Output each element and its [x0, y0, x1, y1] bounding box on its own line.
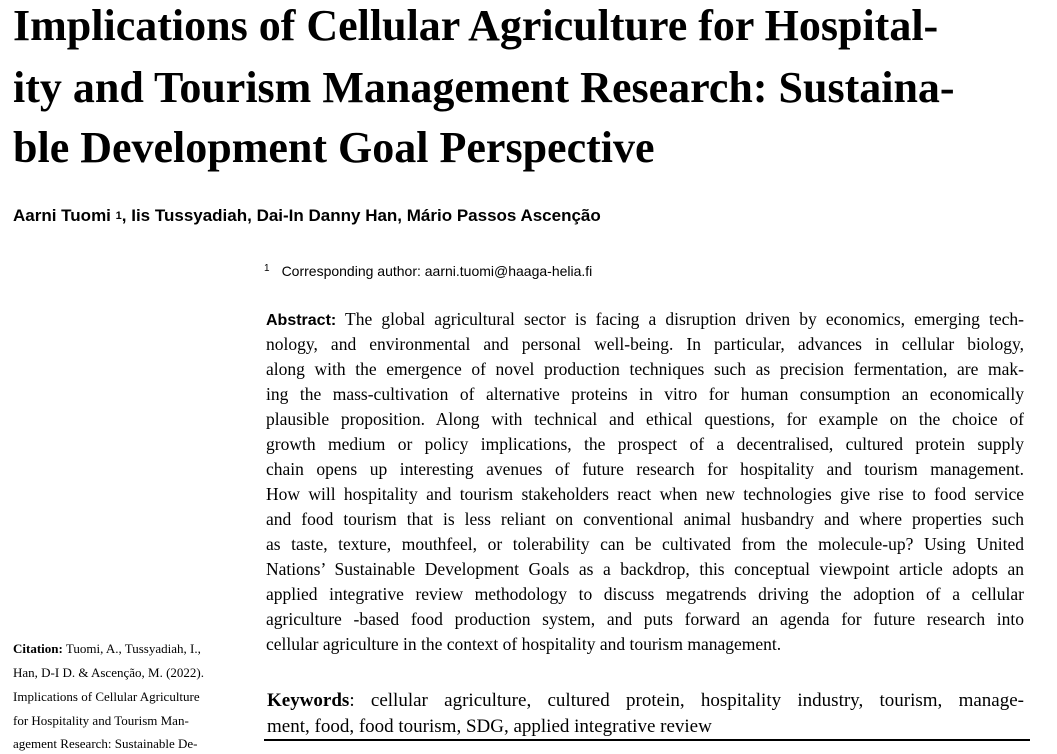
abstract-line: cellular agriculture in the context of hospitality and tourism management. — [266, 634, 782, 654]
abstract-line — [266, 307, 1024, 332]
citation-line: agement Research: Sustainable De- — [13, 736, 198, 751]
corresponding-mark: 1 — [115, 210, 122, 222]
abstract-line: growth medium or policy implications, the prospect of a decentralised, cultured protein supply — [266, 434, 1024, 454]
keywords-label: Keywords — [267, 690, 350, 711]
abstract-line: as taste, texture, mouthfeel, or tolerability can be cultivated from the molecule-up? Using United — [266, 534, 1024, 554]
abstract-line: chain opens up interesting avenues of future research for hospitality and tourism management. — [266, 459, 1024, 479]
abstract-line: plausible proposition. Along with technical and ethical questions, for example on the choice of — [266, 409, 1024, 429]
abstract-line: agriculture -based food production system, and puts forward an agenda for future research into — [266, 609, 1024, 629]
keywords-line: ment, food, food tourism, SDG, applied integrative review — [267, 716, 712, 737]
author-list — [13, 206, 601, 226]
abstract-line: How will hospitality and tourism stakeholders react when new technologies give rise to food service — [266, 484, 1024, 504]
abstract-line: along with the emergence of novel production techniques such as precision fermentation, are mak- — [266, 359, 1024, 379]
corresponding-author-text: Corresponding author: aarni.tuomi@haaga-helia.fi — [281, 263, 593, 279]
citation-label: Citation: — [13, 641, 63, 656]
abstract-line: Nations’ Sustainable Development Goals as a backdrop, this conceptual viewpoint article adopts an — [266, 559, 1024, 579]
keywords-rule — [264, 739, 1030, 741]
title-line-3: ble Development Goal Perspective — [13, 123, 655, 172]
first-author: Aarni Tuomi — [13, 206, 111, 225]
citation-line: Han, D-I D. & Ascenção, M. (2022). — [13, 665, 204, 680]
citation-line: Implications of Cellular Agriculture — [13, 689, 200, 704]
footnote-mark: 1 — [264, 263, 270, 274]
abstract-line: nology, and environmental and personal well-being. In particular, advances in cellular biology, — [266, 334, 1024, 354]
citation-line — [13, 641, 201, 657]
citation-line: for Hospitality and Tourism Man- — [13, 713, 189, 728]
title-line-2: ity and Tourism Management Research: Sustaina- — [13, 63, 955, 112]
keywords-text: : cellular agriculture, cultured protein, hospitality industry, tourism, manage- — [349, 690, 1024, 711]
keywords-line — [267, 688, 1024, 714]
citation-text: Tuomi, A., Tussyadiah, I., — [62, 641, 201, 656]
abstract-line-text: The global agricultural sector is facing a disruption driven by economics, emerging tech- — [336, 309, 1024, 329]
corresponding-author-note — [264, 263, 592, 279]
abstract-line: and food tourism that is less reliant on conventional animal husbandry and where properties such — [266, 509, 1024, 529]
other-authors: , Iis Tussyadiah, Dai-In Danny Han, Mário Passos Ascenção — [121, 206, 601, 225]
title-line-1: Implications of Cellular Agriculture for Hospital- — [13, 1, 939, 50]
abstract-label: Abstract: — [266, 312, 337, 329]
abstract-line: applied integrative review methodology to discuss megatrends driving the adoption of a cellular — [266, 584, 1024, 604]
abstract-line: ing the mass-cultivation of alternative proteins in vitro for human consumption an economically — [266, 384, 1024, 404]
